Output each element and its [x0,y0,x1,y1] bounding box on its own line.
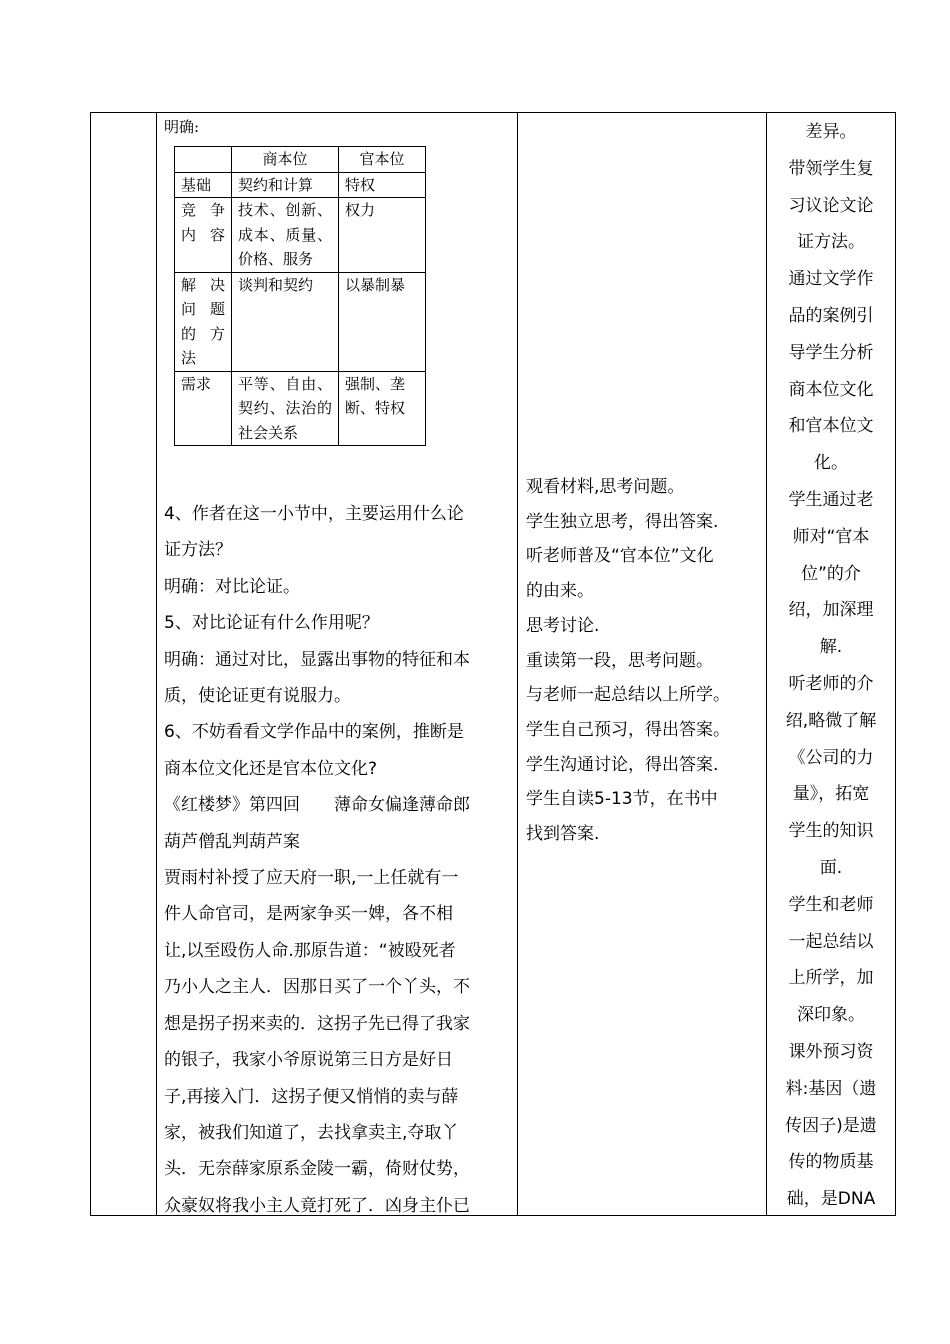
text-line: 件人命官司，是两家争买一婢，各不相 [164,904,453,925]
text-line: 绍,略微了解 [785,710,877,731]
column-divider-1 [156,112,157,1216]
text-line: 量》，拓宽 [792,784,870,805]
text-line: 学生自读5-13节，在书中 [526,789,718,810]
text-line: 众豪奴将我小主人竟打死了．凶身主仆已 [164,1195,470,1216]
text-line: 差异。 [805,122,857,142]
text-line: 让,以至殴伤人命.那原告道：“被殴死者 [164,940,456,961]
table-cell: 基础 [175,172,232,198]
text-line: 绍，加深理 [788,600,874,621]
text-line: 师对“官本 [792,526,870,547]
text-line: 明确：通过对比，显露出事物的特征和本 [164,649,470,670]
text-line: 导学生分析 [788,342,874,363]
text-line: 观看材料,思考问题。 [526,477,685,497]
text-line: 商本位文化 [788,379,874,400]
table-cell: 强制、垄断、特权 [339,371,426,446]
table-cell: 权力 [339,198,426,273]
text-line: 学生通过老 [788,489,874,510]
design-intent-column [770,114,892,1218]
text-line: 化。 [814,453,848,474]
text-line: 重读第一段，思考问题。 [526,650,713,671]
text-line: 找到答案. [526,824,600,845]
text-line: 学生沟通讨论，得出答案. [526,754,719,775]
text-line: 学生的知识 [788,821,874,842]
text-line: 传的物质基 [788,1152,874,1173]
table-cell: 谈判和契约 [232,272,339,371]
text-line: 习议论文论 [788,195,874,216]
text-line: 学生自己预习，得出答案。 [526,719,730,740]
table-header-cell [175,147,232,173]
teaching-content-column [164,112,514,138]
text-line: 听老师普及“官本位”文化 [526,546,714,567]
text-line: 《红楼梦》第四回 薄命女偏逢薄命郎 [164,795,470,816]
text-line: 解. [819,637,843,658]
text-line: 听老师的介 [788,673,874,694]
table-cell: 契约和计算 [232,172,339,198]
text-line: 学生独立思考，得出答案. [526,511,719,532]
text-line: 深印象。 [797,1005,865,1026]
text-line: 的银子，我家小爷原说第三日方是好日 [164,1050,453,1071]
student-activity-column [526,470,762,852]
table-cell: 需求 [175,371,232,446]
text-line: 贾雨村补授了应天府一职,一上任就有一 [164,868,459,889]
text-line: 想是拐子拐来卖的．这拐子先已得了我家 [164,1013,470,1034]
table-cell: 解决问题的方法 [175,272,232,371]
text-line: 商本位文化还是官本位文化? [164,758,378,779]
text-line: 的由来。 [526,581,594,602]
table-cell: 技术、创新、成本、质量、价格、服务 [232,198,339,273]
text-line: 明确：对比论证。 [164,576,300,597]
table-header-cell: 商本位 [232,147,339,173]
table-cell: 特权 [339,172,426,198]
text-line: 5、对比论证有什么作用呢？ [164,613,379,634]
text-line: 思考讨论. [526,615,600,636]
text-line: 一起总结以 [788,931,874,952]
text-line: 《公司的力 [788,747,874,768]
text-line: 传因子)是遗 [785,1115,877,1136]
text-line: 品的案例引 [788,305,874,326]
text-line: 证方法。 [797,232,865,253]
text-line: 础，是DNA [786,1189,876,1210]
text-line: 头．无奈薛家原系金陵一霸，倚财仗势， [164,1159,470,1180]
text-line: 带领学生复 [788,158,874,179]
text-line: 通过文学作 [788,269,874,290]
text-line: 和官本位文 [788,416,874,437]
table-cell: 竞争内容 [175,198,232,273]
text-line: 葫芦僧乱判葫芦案 [164,831,300,852]
column-divider-2 [517,112,518,1216]
text-line: 位”的介 [801,563,861,584]
text-line: 6、不妨看看文学作品中的案例，推断是 [164,722,464,743]
text-line: 料:基因（遗 [785,1078,877,1099]
text-line: 子,再接入门．这拐子便又悄悄的卖与薛 [164,1086,459,1107]
table-row [175,147,426,173]
table-row [175,371,426,446]
text-line: 乃小人之主人．因那日买了一个丫头，不 [164,977,470,998]
text-line: 面. [819,857,843,878]
table-row [175,172,426,198]
text-line: 上所学，加 [788,968,874,989]
table-cell: 平等、自由、契约、法治的社会关系 [232,371,339,446]
column-divider-3 [766,112,767,1216]
table-row [175,272,426,371]
text-line: 与老师一起总结以上所学。 [526,685,730,706]
text-line: 学生和老师 [788,894,874,915]
text-line: 证方法？ [164,540,232,561]
table-row [175,198,426,273]
table-cell: 以暴制暴 [339,272,426,371]
text-line: 家，被我们知道了，去找拿卖主,夺取丫 [164,1122,459,1143]
comparison-table [174,146,426,446]
text-line: 4、作者在这一小节中，主要运用什么论 [164,504,464,524]
clarify-label: 明确: [164,118,200,136]
table-header-cell: 官本位 [339,147,426,173]
teaching-content-text [164,496,514,1224]
text-line: 质，使论证更有说服力。 [164,686,351,707]
text-line: 课外预习资 [788,1041,874,1062]
